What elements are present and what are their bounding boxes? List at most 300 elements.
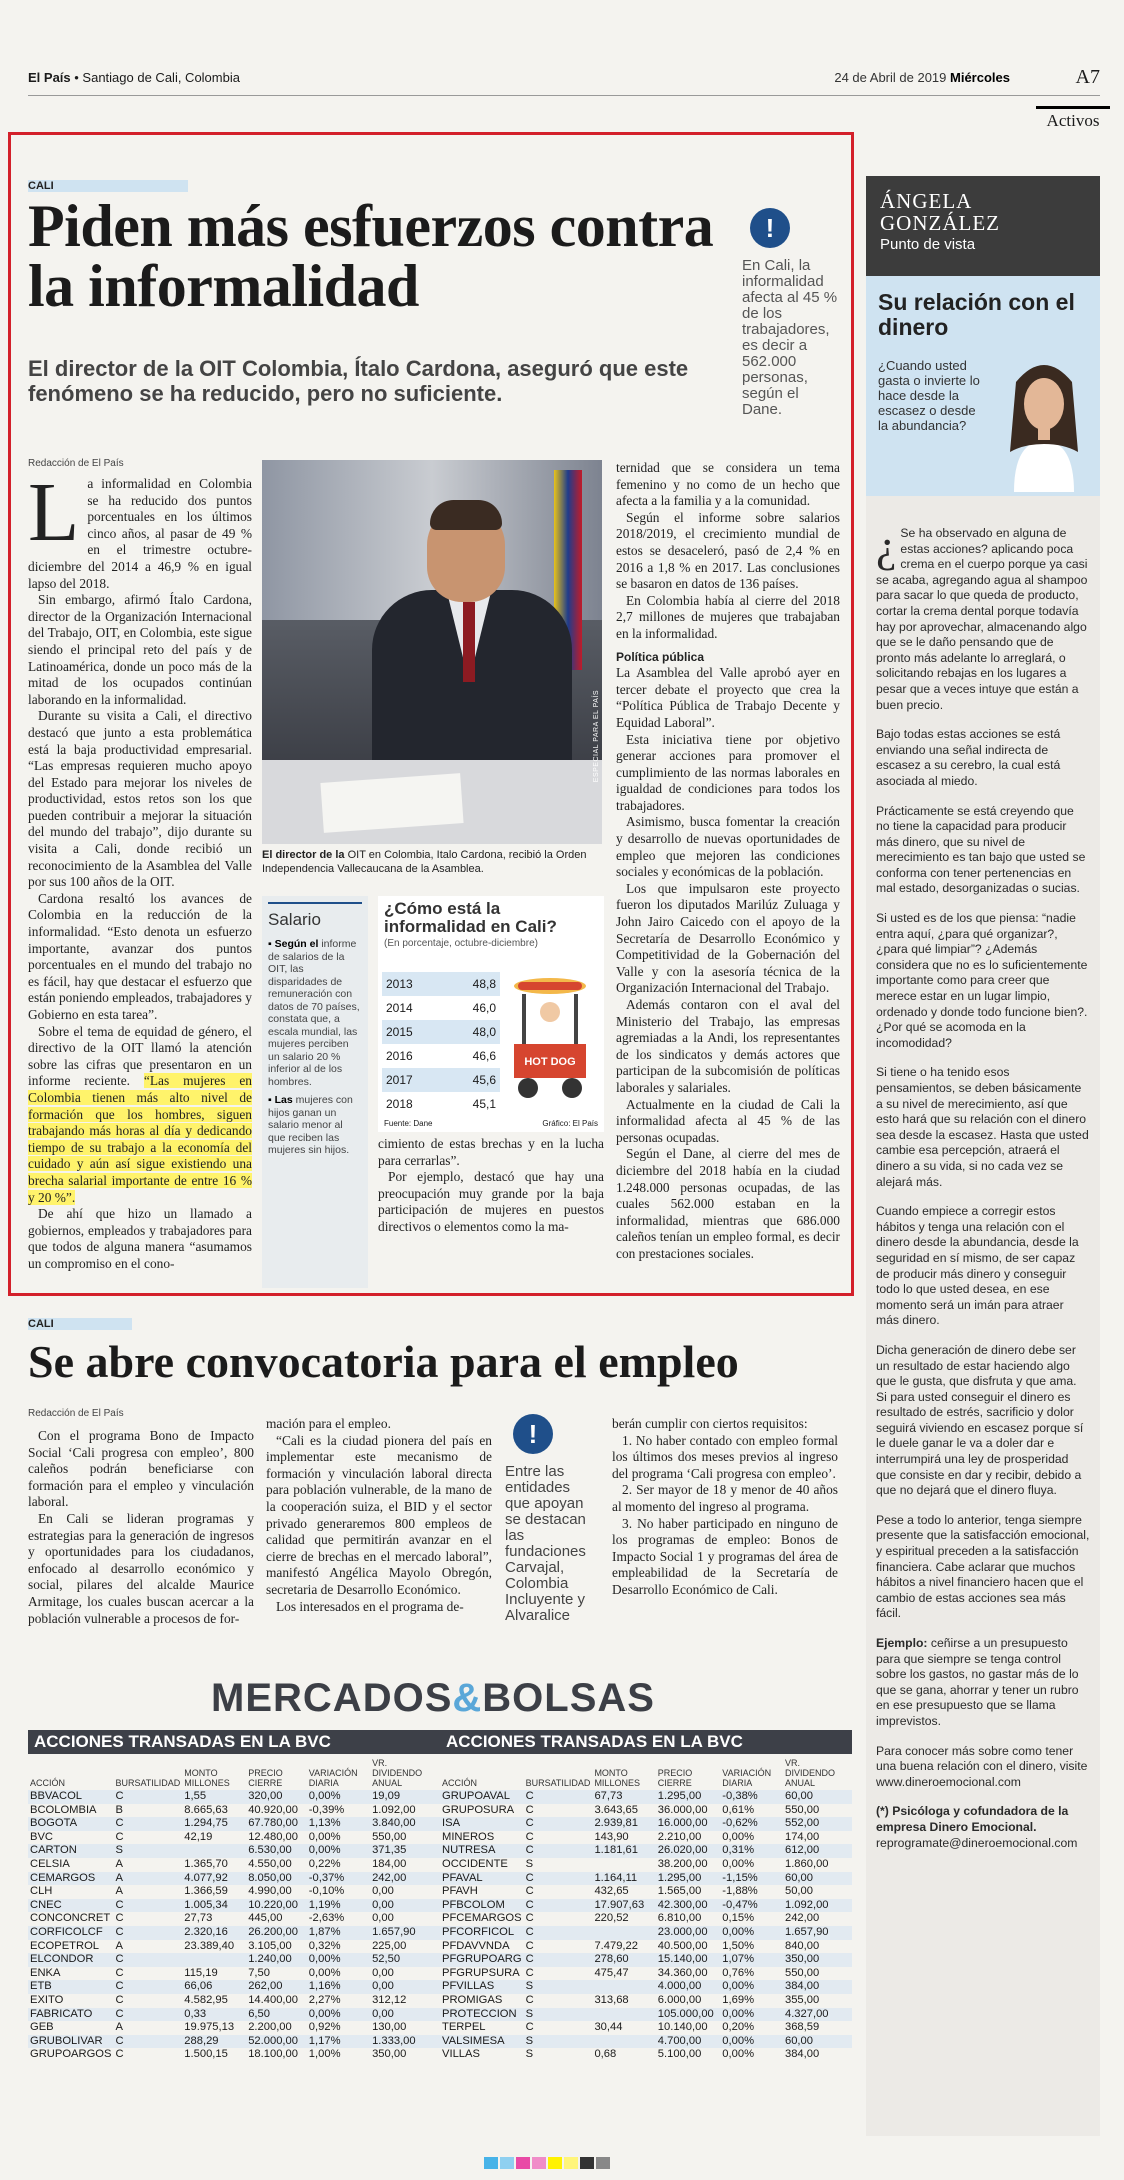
stock-cell: CNEC bbox=[28, 1899, 113, 1913]
chart-year: 2013 bbox=[382, 972, 444, 996]
stock-cell: 355,00 bbox=[784, 1993, 820, 2006]
stock-cell: ETB bbox=[28, 1980, 113, 1994]
stock-cell: GEB bbox=[30, 2021, 54, 2034]
stock-cell: OCCIDENTE bbox=[442, 1857, 508, 1870]
stock-cell: C bbox=[525, 1803, 534, 1816]
salario-sidebar: Salario ▪ Según el informe de salarios de la OIT, las disparidades de remuneración con datos de 70 países, constata que, a escala mundial, las mujeres perciben un salario 20 % inferior al de los hombres. ▪ Las mujeres con hijos ganan un salario menor al que reciben las mujeres sin hijos. bbox=[262, 896, 368, 1288]
section-tag: Activos bbox=[1036, 106, 1110, 131]
stock-cell: PFGRUPOARG bbox=[442, 1953, 522, 1966]
stock-cell: CELSIA bbox=[30, 1857, 70, 1870]
stock-cell: 15.140,00 bbox=[656, 1953, 721, 1967]
stock-cell: BOGOTA bbox=[28, 1817, 113, 1831]
stock-cell: 4.550,00 bbox=[248, 1857, 292, 1870]
stock-cell: 1.366,59 bbox=[184, 1885, 228, 1898]
stock-cell: 840,00 bbox=[784, 1939, 820, 1952]
chart-year: 2016 bbox=[386, 1049, 413, 1063]
stock-cell: PFAVAL bbox=[440, 1872, 524, 1886]
article-kicker: CALI bbox=[28, 180, 54, 192]
columnist-header bbox=[866, 176, 1100, 276]
chart-value: 48,0 bbox=[444, 1020, 500, 1044]
stock-cell: 368,59 bbox=[784, 2021, 820, 2034]
stock-cell: 143,90 bbox=[594, 1830, 629, 1843]
stock-cell: C bbox=[524, 1817, 593, 1831]
article-subhead: El director de la OIT Colombia, Ítalo Cardona, aseguró que este fenómeno se ha reducido, pero no suficiente. bbox=[28, 356, 689, 406]
stock-cell: 320,00 bbox=[246, 1790, 307, 1804]
stock-cell: 1,17% bbox=[307, 2035, 370, 2049]
stock-cell: 1.657,90 bbox=[370, 1926, 440, 1940]
stock-cell: CLH bbox=[30, 1885, 53, 1898]
stock-cell: 42,19 bbox=[184, 1830, 213, 1843]
stock-cell: B bbox=[115, 1803, 123, 1816]
stock-cell: C bbox=[113, 1790, 182, 1804]
opinion-title: Su relación con el dinero bbox=[878, 289, 1075, 340]
stock-cell: 278,60 bbox=[592, 1953, 655, 1967]
stock-cell: VALSIMESA bbox=[440, 2035, 524, 2049]
stock-cell: C bbox=[113, 2008, 182, 2022]
stock-cell: 550,00 bbox=[784, 1966, 820, 1979]
stock-row bbox=[28, 2048, 440, 2062]
stock-cell: 1,16% bbox=[307, 1980, 370, 1994]
chart-year: 2014 bbox=[386, 1001, 413, 1015]
stock-cell: 0,00 bbox=[372, 1885, 394, 1898]
stock-cell: -0,38% bbox=[720, 1790, 783, 1804]
opinion-hero bbox=[866, 276, 1100, 496]
stock-cell bbox=[592, 1858, 655, 1872]
stock-cell: 26.200,00 bbox=[246, 1926, 307, 1940]
stock-cell: 184,00 bbox=[372, 1857, 407, 1870]
stock-cell: C bbox=[524, 1872, 593, 1886]
chart-year: 2017 bbox=[382, 1068, 444, 1092]
stock-cell: PROMIGAS bbox=[442, 1993, 503, 2006]
stock-cell bbox=[182, 1953, 246, 1967]
stock-column-header: VARIACIÓN DIARIA bbox=[722, 1768, 772, 1788]
article-column-3: cimiento de estas brechas y en la lucha para cerrarlas”. Por ejemplo, destacó que hay una preocupación muy grande por la baja participación de mujeres en puestos directivos o elementos como la ma- bbox=[378, 1136, 604, 1234]
stock-cell: C bbox=[113, 2035, 182, 2049]
stock-cell: TERPEL bbox=[442, 2021, 486, 2034]
stock-cell: 1.295,00 bbox=[656, 1790, 721, 1804]
stock-cell: 52,50 bbox=[370, 1953, 440, 1967]
stock-cell: C bbox=[115, 1966, 124, 1979]
stock-cell: EXITO bbox=[30, 1993, 64, 2006]
stock-column-header: ACCIÓN bbox=[442, 1778, 478, 1788]
subheading-politica: Política pública bbox=[616, 649, 705, 664]
stock-cell: MINEROS bbox=[442, 1830, 495, 1843]
stock-cell: 384,00 bbox=[783, 1980, 852, 1994]
stock-row bbox=[28, 1831, 440, 1845]
stock-cell: 1,19% bbox=[307, 1899, 370, 1913]
stock-row bbox=[28, 1885, 440, 1899]
stock-cell bbox=[592, 1980, 655, 1994]
stock-cell: 0,00 bbox=[370, 1980, 440, 1994]
stock-cell: 2.320,16 bbox=[182, 1926, 246, 1940]
columnist-portrait bbox=[994, 352, 1094, 492]
chart-title: ¿Cómo está la informalidad en Cali? bbox=[384, 899, 557, 936]
stock-cell: BBVACOL bbox=[28, 1790, 113, 1804]
stock-cell: 6.530,00 bbox=[246, 1844, 307, 1858]
stock-cell: 19,09 bbox=[370, 1790, 440, 1804]
stock-cell: 18.100,00 bbox=[248, 2048, 298, 2061]
stock-cell: VILLAS bbox=[442, 2048, 480, 2061]
stock-cell: 7.479,22 bbox=[594, 1939, 638, 1952]
stock-table-header bbox=[28, 1758, 440, 1790]
stock-cell: 1.005,34 bbox=[182, 1899, 246, 1913]
stock-cell: 4.582,95 bbox=[184, 1993, 228, 2006]
stock-cell: 1.365,70 bbox=[184, 1857, 228, 1870]
stock-cell: 0,68 bbox=[594, 2048, 617, 2061]
stock-cell: C bbox=[115, 2048, 124, 2061]
photo-caption: El director de la OIT en Colombia, Italo Cardona, recibió la Orden Independencia Vallecaucana de la Asamblea. bbox=[262, 849, 587, 875]
stock-cell: -0,39% bbox=[308, 1803, 345, 1816]
stat-callout-text: En Cali, la informalidad afecta al 45 % de los trabajadores, es decir a 562.000 personas, según el Dane. bbox=[742, 257, 838, 418]
stock-cell: GRUBOLIVAR bbox=[28, 2035, 113, 2049]
chart-subtitle: (En porcentaje, octubre-diciembre) bbox=[384, 938, 538, 949]
stock-cell: 0,00% bbox=[307, 1790, 370, 1804]
stock-cell: 0,00 bbox=[372, 1912, 394, 1925]
stock-cell: 40.920,00 bbox=[248, 1803, 298, 1816]
article2-column-2: mación para el empleo. “Cali es la ciudad pionera del país en implementar este mecanismo de formación y vinculación laboral directa para población vulnerable, de la mano de la cooperación suiza, el BID y el sector privado generaremos 800 empleos de calidad que permitirán avanzar en el cierre de brechas en el mercado laboral”, manifestó Angélica Mayolo Obregón, secretaria de Desarrollo Económico. Los interesados en el programa de- bbox=[266, 1416, 492, 1614]
stock-cell: ECOPETROL bbox=[30, 1939, 100, 1952]
stock-column-header: VARIACIÓN DIARIA bbox=[308, 1768, 358, 1788]
stock-cell: 242,00 bbox=[370, 1872, 440, 1886]
stock-row bbox=[440, 1804, 852, 1818]
stock-row bbox=[28, 1926, 440, 1940]
stock-cell: 0,00% bbox=[307, 1953, 370, 1967]
stock-cell bbox=[592, 2035, 655, 2049]
stock-cell: 3.840,00 bbox=[370, 1817, 440, 1831]
stock-cell bbox=[592, 2008, 655, 2022]
article2-column-1: Con el programa Bono de Impacto Social ‘Cali progresa con empleo’, 800 caleños podrán beneficiarse con formación para el empleo y vinculación laboral. En Cali se lideran programas y estrategias para la generación de ingresos y oportunidades para los ciudadanos, enfocado al desarrollo económico y social, pilares del alcalde Maurice Armitage, los cuales buscan acercar a la población vulnerable a procesos de for- bbox=[28, 1428, 254, 1626]
stock-row bbox=[440, 1858, 852, 1872]
stock-cell: 2.210,00 bbox=[657, 1830, 702, 1843]
stock-cell: 6.000,00 bbox=[657, 1993, 702, 2006]
stock-cell: 350,00 bbox=[372, 2048, 407, 2061]
dropcap: L bbox=[28, 466, 80, 559]
stock-cell: 0,00 bbox=[370, 2008, 440, 2022]
stock-cell: C bbox=[524, 1899, 593, 1913]
stock-cell: 3.643,65 bbox=[594, 1803, 638, 1816]
stock-column-header: PRECIO CIERRE bbox=[657, 1768, 693, 1788]
stock-cell: S bbox=[524, 2008, 593, 2022]
stock-cell: C bbox=[525, 1912, 534, 1925]
stock-cell bbox=[182, 1844, 246, 1858]
photo-credit: ESPECIAL PARA EL PAÍS bbox=[593, 690, 600, 783]
stock-cell: C bbox=[115, 1912, 124, 1925]
stock-cell: 0,00% bbox=[722, 1857, 755, 1870]
stock-cell: 60,00 bbox=[783, 1872, 852, 1886]
stock-cell: NUTRESA bbox=[440, 1844, 524, 1858]
stock-row bbox=[440, 2048, 852, 2062]
stock-row bbox=[28, 1899, 440, 1913]
stock-cell: CORFICOLCF bbox=[28, 1926, 113, 1940]
page-header bbox=[28, 66, 1100, 96]
stock-cell: 1.295,00 bbox=[656, 1872, 721, 1886]
stock-cell: 262,00 bbox=[246, 1980, 307, 1994]
stat-callout bbox=[742, 208, 842, 418]
stock-cell: 1,13% bbox=[307, 1817, 370, 1831]
stock-cell: 42.300,00 bbox=[656, 1899, 721, 1913]
stock-cell: FABRICATO bbox=[28, 2008, 113, 2022]
stock-cell: 0,00% bbox=[720, 2035, 783, 2049]
stock-cell: 0,00% bbox=[308, 1830, 341, 1843]
stock-cell: 0,00% bbox=[307, 2008, 370, 2022]
stock-cell: C bbox=[525, 1966, 534, 1979]
stock-cell: 4.077,92 bbox=[182, 1872, 246, 1886]
stock-cell: 1,69% bbox=[722, 1993, 755, 2006]
stock-column-header: MONTO MILLONES bbox=[594, 1768, 640, 1788]
stock-cell: 313,68 bbox=[594, 1993, 629, 2006]
columnist-first-name: ÁNGELA bbox=[880, 189, 973, 213]
stock-cell: C bbox=[525, 1993, 534, 2006]
stock-cell: 60,00 bbox=[783, 1790, 852, 1804]
stock-row bbox=[28, 1817, 440, 1831]
chart-row bbox=[382, 1020, 500, 1044]
stock-cell: 384,00 bbox=[784, 2048, 820, 2061]
stock-cell: 0,20% bbox=[722, 2021, 755, 2034]
stock-cell: 1.294,75 bbox=[182, 1817, 246, 1831]
stock-cell: -1,15% bbox=[720, 1872, 783, 1886]
stock-cell: 0,00 bbox=[372, 1966, 394, 1979]
stock-cell: 66,06 bbox=[182, 1980, 246, 1994]
stock-cell bbox=[592, 1926, 655, 1940]
stock-row bbox=[28, 1940, 440, 1954]
stock-cell: PROTECCION bbox=[440, 2008, 524, 2022]
stock-row bbox=[440, 1926, 852, 1940]
paper-name: El País bbox=[28, 70, 71, 85]
stock-cell: 30,44 bbox=[594, 2021, 623, 2034]
article2-callout: ! Entre las entidades que apoyan se destacan las fundaciones Carvajal, Colombia Incluyente y Alvaralice bbox=[505, 1414, 595, 1624]
stock-cell: 0,00% bbox=[307, 1844, 370, 1858]
stock-cell: 371,35 bbox=[370, 1844, 440, 1858]
stock-cell: A bbox=[113, 1872, 182, 1886]
stock-cell: 60,00 bbox=[783, 2035, 852, 2049]
stock-row bbox=[28, 1967, 440, 1981]
stock-cell: C bbox=[524, 1953, 593, 1967]
stock-cell: 8.050,00 bbox=[246, 1872, 307, 1886]
stock-cell: 2.200,00 bbox=[248, 2021, 292, 2034]
stock-table-title-2: ACCIONES TRANSADAS EN LA BVC bbox=[440, 1730, 852, 1754]
chart-year: 2015 bbox=[382, 1020, 444, 1044]
stock-column-header: PRECIO CIERRE bbox=[248, 1768, 283, 1788]
stock-column-header: BURSATILIDAD bbox=[525, 1778, 591, 1788]
stock-cell: 10.140,00 bbox=[657, 2021, 708, 2034]
stock-row bbox=[440, 1790, 852, 1804]
stock-column-header: VR. DIVIDENDO ANUAL bbox=[784, 1758, 835, 1788]
columnist-role: Punto de vista bbox=[880, 236, 976, 253]
stock-cell: S bbox=[113, 1844, 182, 1858]
stock-cell: C bbox=[113, 1926, 182, 1940]
stock-cell: -0,62% bbox=[720, 1817, 783, 1831]
stock-cell: 4.327,00 bbox=[783, 2008, 852, 2022]
stock-cell: C bbox=[525, 1885, 534, 1898]
opinion-column bbox=[866, 176, 1100, 2136]
stock-cell: 242,00 bbox=[784, 1912, 820, 1925]
opinion-body: ¿ Se ha observado en alguna de estas acciones? aplicando poca crema en el cuerpo porque ya casi se acaba, agregando agua al shampoo para sacar lo que queda de producto, cortar la crema dental porque todavía hay por aprovechar, almacenando algo que se le daño pensando que de pronto más adelante lo arreglará, o solicitando rebajas en los lugares a pesar que a veces intuye que están a buen precio. Bajo todas estas acciones se está enviando una señal indirecta de escasez a su cerebro, la cual está asociada al miedo. Prácticamente se está creyendo que no tiene la capacidad para producir más dinero, que su nivel de merecimiento es tan bajo que usted se conforma con tener pertenencias en mal estado, desorganizadas o sucias. Si usted es de los que piensa: “nadie entra aquí, ¿para qué organizar?, ¿para qué limpiar”? ¿Además considera que no es lo suficientemente importante como para creer que merece estar en un lugar limpio, ordenado y donde todo funcione bien?. ¿Por qué se acomoda en la incomodidad? Si tiene o ha tenido esos pensamientos, se deben básicamente a su nivel de merecimiento, así que esto hará que su relación con el dinero sea desde la escasez. Hasta que usted cambie esa percepción, atraerá el dinero a su vida, si no cada vez se alejará más. Cuando empiece a corregir estos hábitos y tenga una relación con el dinero desde la abundancia, desde la seguridad en sí mismo, de ser capaz de producir más dinero y conseguir todo lo que usted desea, en ese momento será un imán para atraer más dinero. Dicha generación de dinero debe ser un resultado de estar haciendo algo que le gusta, que disfruta y que ama. Si para usted conseguir el dinero es resultado de estrés, sacrificio y dolor seguirá viviendo en escasez porque sí le duele ganar le va a doler dar e interrumpirá una ley de prosperidad que consiste en dar y recibir, debido a que no dejará que el dinero fluya. Pese a todo lo anterior, tenga siempre presente que la satisfacción emocional, y espiritual preceden a la satisfacción financiera. Cabe aclarar que muchos hábitos a nivel financiero hacen que el cambio de estas acciones sea más fácil. Ejemplo: ceñirse a un presupuesto para que siempre se tenga control sobre los gastos, no gastar más de lo que se gana, ahorrar y tener un rubro en ese presupuesto que se llama imprevistos. Para conocer más sobre como tener una buena relación con el dinero, visite www.dineroemocional.com (*) Psicóloga y cofundadora de la empresa Dinero Emocional. reprogramate@dineroemocional.com bbox=[876, 520, 1090, 1850]
stock-column-header: VR. DIVIDENDO ANUAL bbox=[372, 1758, 423, 1788]
stock-column-header: ACCIÓN bbox=[30, 1778, 66, 1788]
stock-cell: 4.700,00 bbox=[656, 2035, 721, 2049]
chart-row bbox=[382, 1092, 500, 1116]
stock-cell: 19.975,13 bbox=[184, 2021, 235, 2034]
stock-cell: C bbox=[115, 1830, 124, 1843]
stock-cell: 1.657,90 bbox=[783, 1926, 852, 1940]
stock-cell: 350,00 bbox=[783, 1953, 852, 1967]
stock-row bbox=[440, 1953, 852, 1967]
paper-location bbox=[28, 70, 240, 85]
stock-cell: 1.860,00 bbox=[784, 1857, 829, 1870]
exclamation-icon-2: ! bbox=[513, 1414, 553, 1454]
markets-title: MERCADOS&BOLSAS bbox=[211, 1676, 655, 1720]
chart-value: 46,0 bbox=[472, 1001, 496, 1015]
stock-row bbox=[440, 1967, 852, 1981]
stock-cell: 34.360,00 bbox=[657, 1966, 708, 1979]
chart-row bbox=[382, 1044, 500, 1068]
stock-cell: S bbox=[525, 1857, 534, 1870]
stock-cell: 23.389,40 bbox=[184, 1939, 235, 1952]
stock-row bbox=[28, 1980, 440, 1994]
stock-cell: 432,65 bbox=[594, 1885, 629, 1898]
stock-cell: GRUPOAVAL bbox=[440, 1790, 524, 1804]
stock-cell: CEMARGOS bbox=[28, 1872, 113, 1886]
stock-cell: A bbox=[115, 1857, 123, 1870]
stock-cell: 67,73 bbox=[592, 1790, 655, 1804]
stock-row bbox=[28, 1858, 440, 1872]
stock-row bbox=[440, 1872, 852, 1886]
stock-cell: 220,52 bbox=[594, 1912, 629, 1925]
chart-graphic-credit: Gráfico: El País bbox=[542, 1119, 598, 1128]
stock-cell: C bbox=[115, 1993, 124, 2006]
stock-cell: C bbox=[524, 1844, 593, 1858]
stock-cell: 1.092,00 bbox=[783, 1899, 852, 1913]
stock-cell: 4.000,00 bbox=[656, 1980, 721, 1994]
stock-cell: 1,87% bbox=[307, 1926, 370, 1940]
stock-table-right bbox=[440, 1730, 852, 2062]
stock-row bbox=[28, 1804, 440, 1818]
stock-cell: 1.181,61 bbox=[592, 1844, 655, 1858]
stock-cell: C bbox=[113, 1899, 182, 1913]
stock-cell: ISA bbox=[440, 1817, 524, 1831]
stock-cell: 225,00 bbox=[372, 1939, 407, 1952]
stock-cell: 1.240,00 bbox=[246, 1953, 307, 1967]
stock-cell: 67.780,00 bbox=[246, 1817, 307, 1831]
article-photo bbox=[262, 460, 602, 844]
stock-cell: GRUPOSURA bbox=[442, 1803, 515, 1816]
stock-cell: 0,31% bbox=[720, 1844, 783, 1858]
stock-row bbox=[28, 1844, 440, 1858]
stock-row bbox=[440, 2008, 852, 2022]
stock-cell: PFDAVVNDA bbox=[442, 1939, 510, 1952]
stock-cell: 52.000,00 bbox=[246, 2035, 307, 2049]
stock-cell: 0,00% bbox=[720, 1980, 783, 1994]
stock-row bbox=[28, 1872, 440, 1886]
stock-cell: PFGRUPSURA bbox=[442, 1966, 520, 1979]
stock-cell: 475,47 bbox=[594, 1966, 629, 1979]
stock-row bbox=[28, 1953, 440, 1967]
stock-cell: PFBCOLOM bbox=[440, 1899, 524, 1913]
opinion-question: ¿Cuando usted gasta o invierte lo hace desde la escasez o desde la abundancia? bbox=[878, 358, 980, 433]
stock-cell: 550,00 bbox=[784, 1803, 820, 1816]
stock-cell: 288,29 bbox=[182, 2035, 246, 2049]
stock-cell: BCOLOMBIA bbox=[30, 1803, 97, 1816]
stock-cell: C bbox=[113, 1953, 182, 1967]
stock-cell: 1,00% bbox=[308, 2048, 341, 2061]
salario-title: Salario bbox=[268, 902, 362, 930]
article2-headline: Se abre convocatoria para el empleo bbox=[28, 1336, 739, 1387]
stock-cell: 0,33 bbox=[182, 2008, 246, 2022]
stock-cell: 7,50 bbox=[248, 1966, 270, 1979]
chart-row bbox=[382, 972, 500, 996]
stock-cell: -0,37% bbox=[307, 1872, 370, 1886]
stock-cell: 27,73 bbox=[184, 1912, 213, 1925]
stock-cell: C bbox=[113, 1980, 182, 1994]
article-headline: Piden más esfuerzos contra la informalidad bbox=[28, 193, 714, 319]
stock-cell: 445,00 bbox=[248, 1912, 283, 1925]
stock-cell: 2,27% bbox=[308, 1993, 341, 2006]
location: • Santiago de Cali, Colombia bbox=[74, 70, 240, 85]
stock-row bbox=[440, 1980, 852, 1994]
stock-row bbox=[440, 1994, 852, 2008]
stock-cell: 4.990,00 bbox=[248, 1885, 292, 1898]
stock-row bbox=[28, 2008, 440, 2022]
stock-cell: 50,00 bbox=[784, 1885, 813, 1898]
stock-cell: 23.000,00 bbox=[656, 1926, 721, 1940]
stock-cell: PFAVH bbox=[442, 1885, 478, 1898]
chart-row bbox=[382, 996, 500, 1020]
stock-cell: PFCORFICOL bbox=[440, 1926, 524, 1940]
stock-cell: 0,22% bbox=[308, 1857, 341, 1870]
stock-cell: 6,50 bbox=[246, 2008, 307, 2022]
stock-cell: ELCONDOR bbox=[28, 1953, 113, 1967]
article2-byline: Redacción de El País bbox=[28, 1408, 124, 1419]
stock-cell: 1,50% bbox=[722, 1939, 755, 1952]
stock-row bbox=[28, 2035, 440, 2049]
stock-cell: C bbox=[524, 1926, 593, 1940]
chart-value: 45,1 bbox=[472, 1097, 496, 1111]
stock-row bbox=[28, 1790, 440, 1804]
stock-cell: GRUPOARGOS bbox=[30, 2048, 112, 2061]
stock-row bbox=[440, 1817, 852, 1831]
stock-cell: 10.220,00 bbox=[246, 1899, 307, 1913]
stock-cell: -0,10% bbox=[308, 1885, 345, 1898]
stock-column-header: MONTO MILLONES bbox=[184, 1768, 230, 1788]
stock-row bbox=[440, 1885, 852, 1899]
stock-cell: 550,00 bbox=[372, 1830, 407, 1843]
stock-cell: PFCEMARGOS bbox=[442, 1912, 522, 1925]
stock-cell: C bbox=[525, 1830, 534, 1843]
chart-value: 45,6 bbox=[444, 1068, 500, 1092]
stock-table-title: ACCIONES TRANSADAS EN LA BVC bbox=[28, 1730, 440, 1754]
stock-cell: 16.000,00 bbox=[656, 1817, 721, 1831]
stock-cell: -1,88% bbox=[722, 1885, 758, 1898]
stock-row bbox=[28, 1912, 440, 1926]
stock-cell: 0,61% bbox=[722, 1803, 755, 1816]
stock-cell: 1.164,11 bbox=[592, 1872, 655, 1886]
stock-cell: -0,47% bbox=[720, 1899, 783, 1913]
stock-cell: C bbox=[113, 1817, 182, 1831]
chart-value: 46,6 bbox=[472, 1049, 496, 1063]
stock-cell: 312,12 bbox=[372, 1993, 407, 2006]
stock-cell: 1.565,00 bbox=[657, 1885, 702, 1898]
exclamation-icon: ! bbox=[750, 208, 790, 248]
stock-column-header: BURSATILIDAD bbox=[115, 1778, 181, 1788]
stock-cell: 12.480,00 bbox=[248, 1830, 298, 1843]
stock-cell: C bbox=[525, 1939, 534, 1952]
stock-cell: 0,00 bbox=[370, 1899, 440, 1913]
stock-cell: 14.400,00 bbox=[248, 1993, 298, 2006]
stock-cell: -2,63% bbox=[308, 1912, 345, 1925]
stock-cell: A bbox=[115, 1939, 123, 1952]
cart-label: HOT DOG bbox=[524, 1056, 576, 1068]
stock-cell: 1,55 bbox=[182, 1790, 246, 1804]
